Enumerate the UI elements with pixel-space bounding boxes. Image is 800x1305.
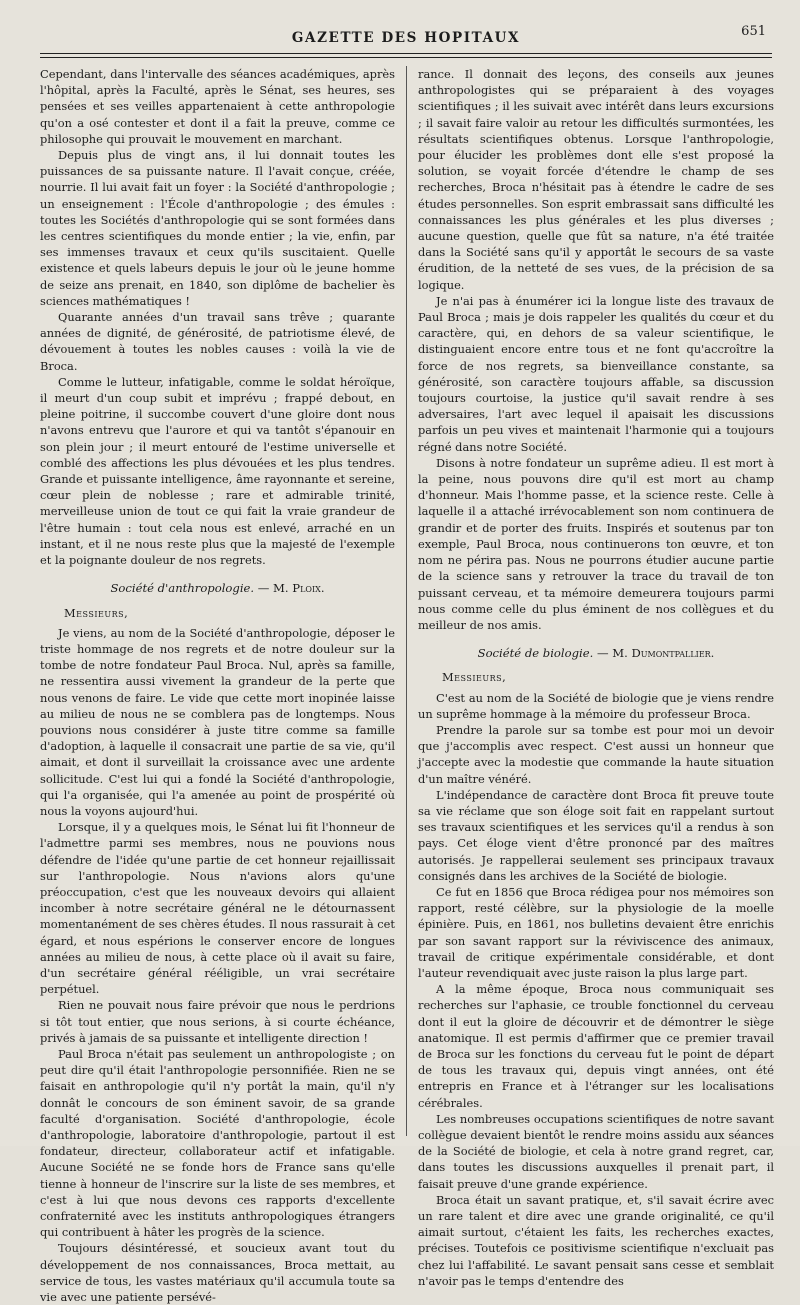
header-rule-top [40,53,772,54]
salutation: Messieurs, [442,670,507,685]
paragraph: Je viens, au nom de la Société d'anthropologie, déposer le triste hommage de nos regrets et de notre douleur sur la tombe de notre fondateur Paul Broca. Nul, après sa famille, ne ressentira aussi vivement la grandeur de la perte que nous venons de faire. Le vide que cette mort inopinée laisse au milieu de nous ne se comblera pas de longtemps. Nous pouvions nous considérer à juste titre comme sa famille d'adoption, à laquelle il consacrait une partie de sa vie, qu'il aimait, et dont il surveillait la croissance avec une ardente sollicitude. C'est lui qui a fondé la Société d'anthropologie, qui l'a organisée, qui l'a amenée au point de prospérité où nous la voyons aujourd'hui. [40,625,395,818]
page-number: 651 [741,24,766,39]
section-heading-biologie [418,645,774,661]
paragraph: C'est au nom de la Société de biologie que je viens rendre un suprême hommage à la mémoire du professeur Broca. [418,690,774,721]
paragraph: Rien ne pouvait nous faire prévoir que nous le perdrions si tôt tout entier, que nous serions, à si courte échéance, privés à jamais de sa puissante et intelligente direction ! [40,998,395,1045]
heading-dash: — M. [254,581,293,596]
section-heading-anthropologie [40,580,395,596]
left-column [40,66,395,1305]
paragraph: Prendre la parole sur sa tombe est pour moi un devoir que j'accomplis avec respect. C'est aussi un honneur que j'accepte avec la modestie que commande la haute situation d'un maître vénéré. [418,722,774,786]
paragraph: Broca était un savant pratique, et, s'il savait écrire avec un rare talent et dire avec une grande originalité, ce qu'il aimait surtout, c'étaient les faits, les recherches exactes, précises. Toutefois ce positivisme scientifique n'excluait pas chez lui l'affabilité. Le savant pensait sans cesse et semblait n'avoir pas le temps d'entendre des [418,1192,774,1288]
header-rule-bottom [40,57,772,58]
speaker-name: Dumontpallier. [631,646,715,661]
paragraph: Quarante années d'un travail sans trêve ; quarante années de dignité, de générosité, de patriotisme élevé, de dévouement à toutes les nobles causes : voilà la vie de Broca. [40,310,395,373]
paragraph: L'indépendance de caractère dont Broca fit preuve toute sa vie réclame que son éloge soit fait en rappelant surtout ses travaux scientifiques et les services qu'il a rendus à son pays. Cet éloge vient d'être prononcé par des maîtres autorisés. Je rappellerai seulement ses principaux travaux consignés dans les archives de la Société de biologie. [418,787,774,883]
heading-dash: — M. [593,646,632,661]
paragraph: Je n'ai pas à énumérer ici la longue liste des travaux de Paul Broca ; mais je dois rappeler les qualités du cœur et du caractère, qui, en dehors de sa valeur scientifique, le distinguaient encore entre tous et ne font qu'accroître la force de nos regrets, sa bienveillance constante, sa générosité, son caractère toujours affable, sa discussion toujours courtoise, la justice qu'il savait rendre à ses adversaires, l'art avec lequel il apaisait les discussions parfois un peu vives et maintenait l'harmonie qui a toujours régné dans notre Société. [418,293,774,454]
paragraph: Depuis plus de vingt ans, il lui donnait toutes les puissances de sa puissante nature. Il l'avait conçue, créée, nourrie. Il lui avait fait un foyer : la Société d'anthropologie ; un enseignement : l'École d'anthropologie ; des émules : toutes les Sociétés d'anthropologie qui se sont formées dans les centres scientifiques du monde entier ; la vie, enfin, par ses immenses travaux et ceux qu'ils suscitaient. Quelle existence et quels labeurs depuis le jour où le jeune homme de seize ans prenait, en 1840, son diplôme de bachelier ès sciences mathématiques ! [40,148,395,308]
paragraph: Les nombreuses occupations scientifiques de notre savant collègue devaient bientôt le rendre moins assidu aux séances de la Société de biologie, et cela à notre grand regret, car, dans toutes les discussions auxquelles il prenait part, il faisait preuve d'une grande expérience. [418,1111,774,1191]
page-header [40,24,772,50]
paragraph: Cependant, dans l'intervalle des séances académiques, après l'hôpital, après la Faculté, après le Sénat, ses heures, ses pensées et ses veilles appartenaient à cette anthropologie qu'on a osé contester et dont il a fait la preuve, comme ce philosophe qui prouvait le mouvement en marchant. [40,67,395,146]
paragraph-continued: rance. Il donnait des leçons, des conseils aux jeunes anthropologistes qui se préparaient à des voyages scientifiques ; il les suivait avec intérêt dans leurs excursions ; il savait faire valoir au retour les difficultés surmontées, les résultats scientifiques obtenus. Lorsque l'anthropologie, pour élucider les problèmes dont elle s'est proposé la solution, se voyait forcée d'étendre le champ de ses recherches, Broca n'hésitait pas à étendre le cadre de ses études personnelles. Son esprit embrassait sans difficulté les connaissances les plus générales et les plus diverses ; aucune question, quelle que fût sa nature, n'a été traitée dans la Société sans qu'il y apportât le secours de sa vaste érudition, de la netteté de ses vues, de la précision de sa logique. [418,67,774,292]
paragraph: Paul Broca n'était pas seulement un anthropologiste ; on peut dire qu'il était l'anthropologie personnifiée. Rien ne se faisait en anthropologie qu'il n'y portât la main, qu'il n'y donnât le concours de son éminent savoir, de sa grande faculté d'organisation. Société d'anthropologie, école d'anthropologie, laboratoire d'anthropologie, partout il est fondateur, directeur, collaborateur actif et infatigable. Aucune Société ne se fonde hors de France sans qu'elle tienne à honneur de l'inscrire sur la liste de ses membres, et c'est à lui que nous devons ces rapports d'excellente confraternité avec les instituts anthropologiques étrangers qui contribuent à hâter les progrès de la science. [40,1046,395,1240]
salutation: Messieurs, [64,605,129,620]
paragraph: Ce fut en 1856 que Broca rédigea pour nos mémoires son rapport, resté célèbre, sur la physiologie de la moelle épinière. Puis, en 1861, nos bulletins devaient être enrichis par son savant rapport sur la réviviscence des animaux, travail de critique expérimentale considérable, et dont l'auteur revendiquait avec juste raison la plus large part. [418,884,774,980]
paragraph: A la même époque, Broca nous communiquait ses recherches sur l'aphasie, ce trouble fonctionnel du cerveau dont il eut la gloire de découvrir et de démontrer le siège anatomique. Il est permis d'affirmer que ce premier travail de Broca sur les fonctions du cerveau fut le point de départ de tous les travaux qui, depuis vingt années, ont été entrepris en France et à l'étranger sur les localisations cérébrales. [418,982,774,1110]
speaker-name: Ploix. [292,581,325,596]
right-column [418,66,774,1288]
paragraph: Toujours désintéressé, et soucieux avant tout du développement de nos connaissances, Broca mettait, au service de tous, les vastes matériaux qu'il accumula toute sa vie avec une patiente persévé- [40,1241,395,1305]
column-divider [406,66,407,1136]
paragraph: Comme le lutteur, infatigable, comme le soldat héroïque, il meurt d'un coup subit et imprévu ; frappé debout, en pleine poitrine, il succombe couvert d'une gloire dont nous n'avons entrevu que l'aurore et qui va tantôt s'épanouir en son plein jour ; il meurt entouré de l'estime universelle et comblé des affections les plus dévouées et les plus tendres. Grande et puissante intelligence, âme rayonnante et sereine, cœur plein de noblesse ; rare et admirable trinité, merveilleuse union de tout ce qui fait la vraie grandeur de l'être humain : tout cela nous est enlevé, arraché en un instant, et il ne nous reste plus que la majesté de l'exemple et la poignante douleur de nos regrets. [40,374,395,568]
society-name: Société d'anthropologie. [110,581,255,596]
journal-title: GAZETTE DES HOPITAUX [291,30,521,46]
society-name: Société de biologie. [477,646,594,661]
paragraph: Lorsque, il y a quelques mois, le Sénat lui fit l'honneur de l'admettre parmi ses membres, nous ne pouvions nous défendre de l'idée qu'une partie de cet honneur rejaillissait sur l'anthropologie. Nous n'avions alors qu'une préoccupation, c'est que les nouveaux devoirs qui allaient incomber à notre secrétaire général ne le détournassent momentanément de ses chères études. Il nous rassurait à cet égard, et nous espérions le conserver encore de longues années au milieu de nous, à cette place où il avait su faire, d'un secrétaire général rééligible, un vrai secrétaire perpétuel. [40,820,395,997]
paragraph: Disons à notre fondateur un suprême adieu. Il est mort à la peine, nous pouvons dire qu'il est mort au champ d'honneur. Mais l'homme passe, et la science reste. Celle à laquelle il a attaché irrévocablement son nom continuera de grandir et de porter des fruits. Inspirés et soutenus par ton exemple, Paul Broca, nous continuerons ton œuvre, et ton nom ne périra pas. Nous ne pourrons étudier aucune partie de la science sans y retrouver la trace du travail de ton puissant cerveau, et ta mémoire demeurera toujours parmi nous comme celle du plus éminent de nos collègues et du meilleur de nos amis. [418,455,774,632]
